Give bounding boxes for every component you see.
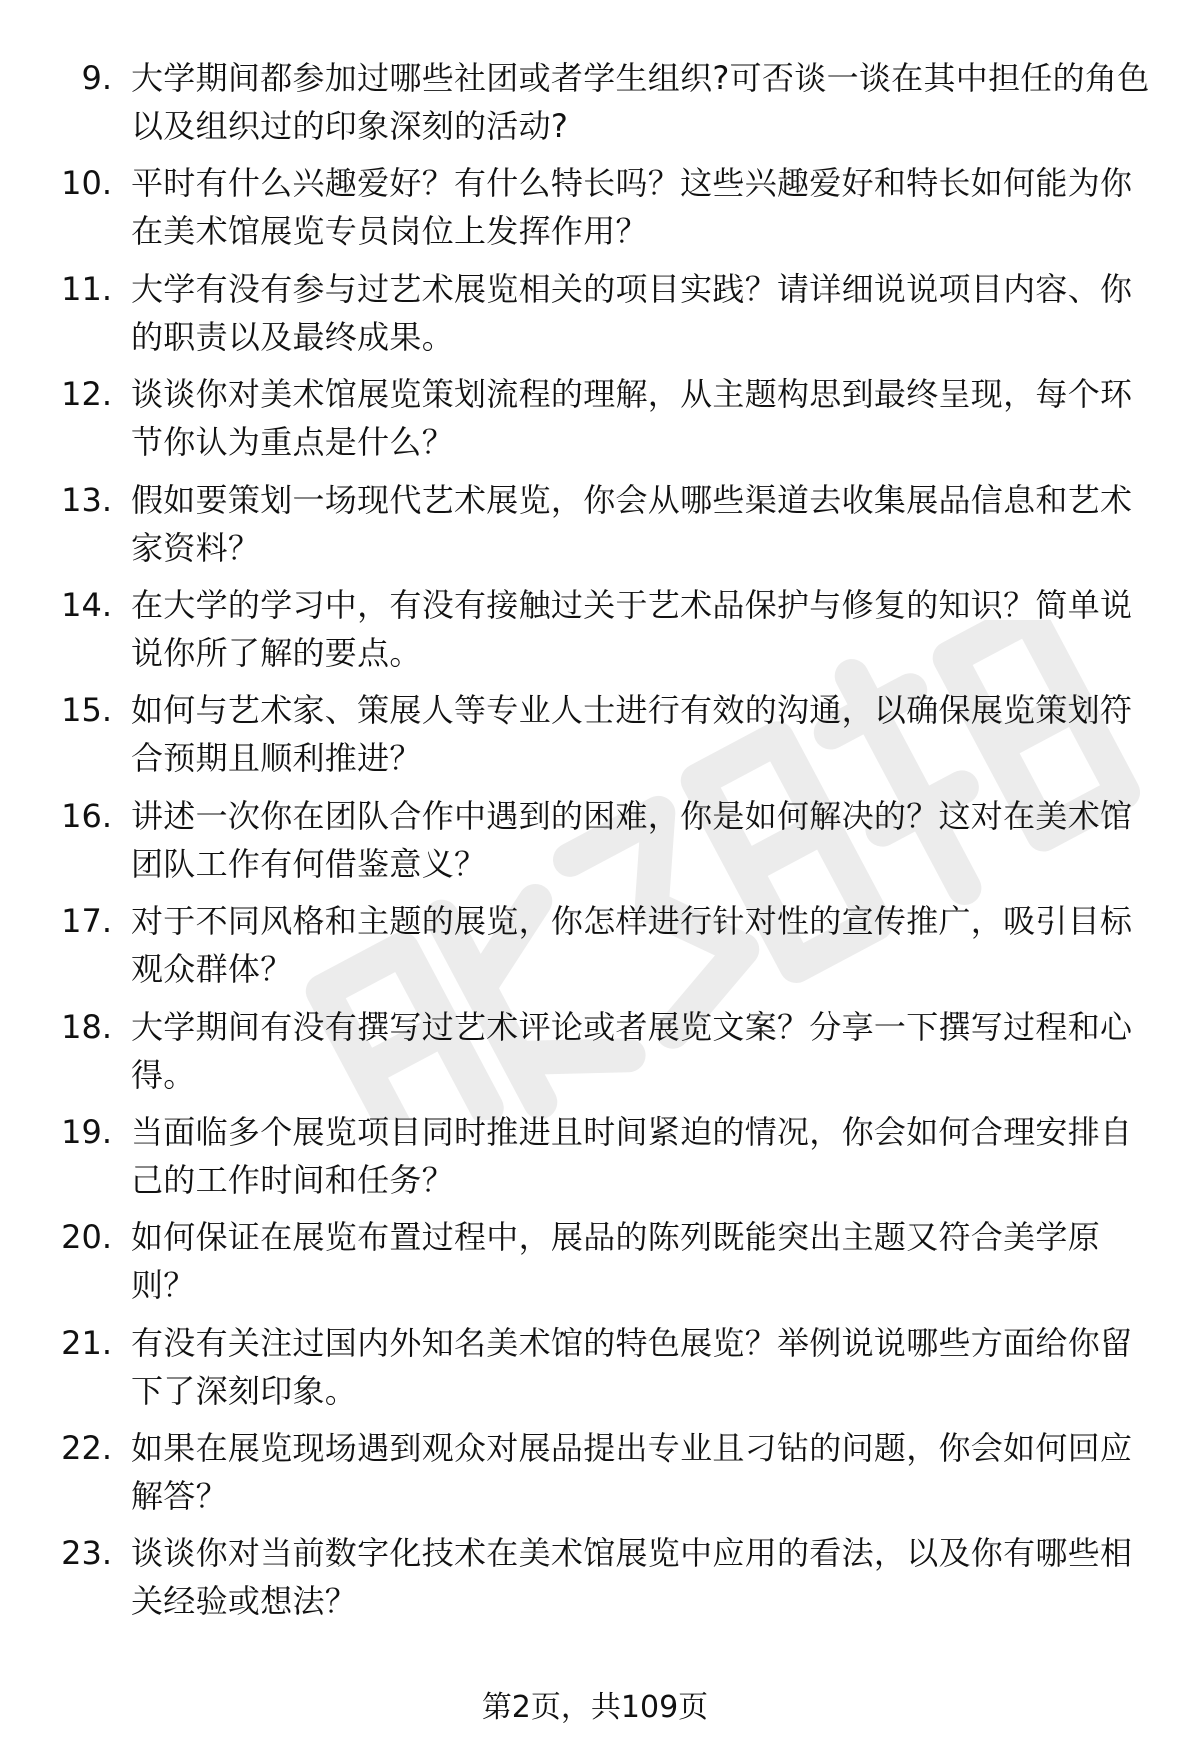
- list-item: [0, 151, 1190, 256]
- question-number: 10.: [61, 164, 112, 203]
- question-number: 9.: [81, 59, 112, 97]
- question-list: [0, 46, 1190, 1627]
- question-number: 21.: [61, 1323, 112, 1362]
- question-text: 大学有没有参与过艺术展览相关的项目实践？请详细说说项目内容、你的职责以及最终成果。: [131, 269, 1133, 356]
- question-text: 有没有关注过国内外知名美术馆的特色展览？举例说说哪些方面给你留下了深刻印象。: [131, 1323, 1133, 1410]
- question-text: 平时有什么兴趣爱好？有什么特长吗？这些兴趣爱好和特长如何能为你在美术馆展览专员岗位上发挥作用？: [131, 164, 1133, 251]
- question-number: 20.: [61, 1218, 112, 1257]
- list-item: [0, 784, 1190, 889]
- list-item: [0, 1205, 1190, 1310]
- page-number-footer: 第2页，共109页: [481, 1690, 709, 1725]
- question-text: 如何保证在展览布置过程中，展品的陈列既能突出主题又符合美学原则？: [131, 1218, 1101, 1305]
- question-text: 讲述一次你在团队合作中遇到的困难，你是如何解决的？这对在美术馆团队工作有何借鉴意义？: [131, 796, 1133, 883]
- question-text: 如果在展览现场遇到观众对展品提出专业且刁钻的问题，你会如何回应解答？: [131, 1429, 1133, 1516]
- question-text: 如何与艺术家、策展人等专业人士进行有效的沟通，以确保展览策划符合预期且顺利推进？: [131, 691, 1133, 778]
- question-number: 22.: [61, 1429, 112, 1468]
- list-item: [0, 1311, 1190, 1416]
- question-number: 19.: [61, 1112, 112, 1151]
- list-item: [0, 1100, 1190, 1205]
- list-item: [0, 257, 1190, 362]
- question-number: 12.: [61, 375, 112, 414]
- list-item: [0, 1521, 1190, 1626]
- question-number: 17.: [61, 902, 112, 941]
- list-item: [0, 678, 1190, 783]
- question-text: 谈谈你对当前数字化技术在美术馆展览中应用的看法，以及你有哪些相关经验或想法？: [131, 1534, 1133, 1621]
- question-number: 11.: [61, 269, 112, 308]
- list-item: [0, 468, 1190, 573]
- question-number: 13.: [61, 480, 112, 519]
- question-text: 对于不同风格和主题的展览，你怎样进行针对性的宣传推广，吸引目标观众群体？: [131, 902, 1133, 989]
- list-item: [0, 1416, 1190, 1521]
- question-text: 当面临多个展览项目同时推进且时间紧迫的情况，你会如何合理安排自己的工作时间和任务？: [131, 1112, 1133, 1199]
- question-number: 23.: [61, 1534, 112, 1573]
- question-number: 18.: [61, 1007, 112, 1046]
- list-item: [0, 362, 1190, 467]
- list-item: [0, 889, 1190, 994]
- question-text: 谈谈你对美术馆展览策划流程的理解，从主题构思到最终呈现，每个环节你认为重点是什么？: [131, 375, 1133, 462]
- question-number: 16.: [61, 796, 112, 835]
- question-number: 15.: [61, 691, 112, 730]
- question-text: 大学期间有没有撰写过艺术评论或者展览文案？分享一下撰写过程和心得。: [131, 1007, 1133, 1094]
- list-item: [0, 995, 1190, 1100]
- question-text: 在大学的学习中，有没有接触过关于艺术品保护与修复的知识？简单说说你所了解的要点。: [131, 585, 1133, 672]
- list-item: [0, 46, 1190, 151]
- question-text: 大学期间都参加过哪些社团或者学生组织?可否谈一谈在其中担任的角色以及组织过的印象深刻的活动?: [131, 59, 1150, 145]
- list-item: [0, 573, 1190, 678]
- question-number: 14.: [61, 585, 112, 624]
- question-text: 假如要策划一场现代艺术展览，你会从哪些渠道去收集展品信息和艺术家资料？: [131, 480, 1133, 567]
